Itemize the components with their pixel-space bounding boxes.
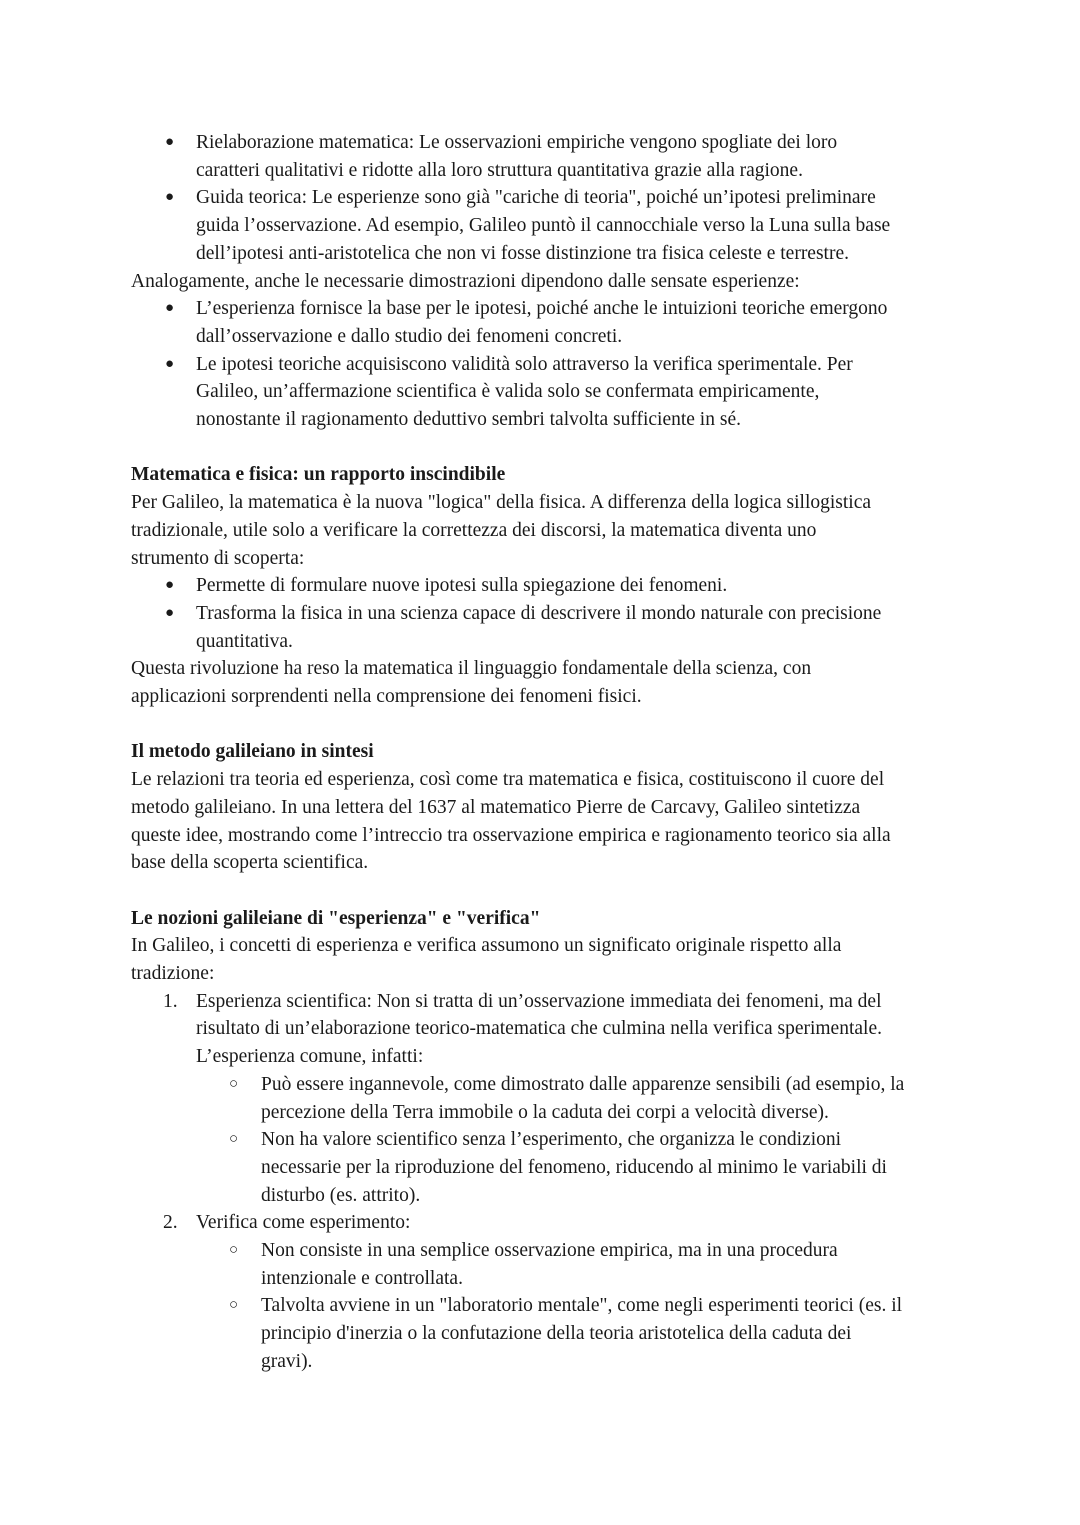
bullet-item: [131, 600, 961, 655]
text-line: Analogamente, anche le necessarie dimostrazioni dipendono dalle sensate esperienze:: [131, 270, 800, 292]
numbered-item: [131, 1209, 961, 1237]
text-line: Matematica e fisica: un rapporto inscindibile: [131, 464, 506, 486]
text-line: Può essere ingannevole, come dimostrato dalle apparenze sensibili (ad esempio, la: [261, 1073, 905, 1095]
paragraph: [131, 268, 961, 296]
text-line: Rielaborazione matematica: Le osservazioni empiriche vengono spogliate dei loro: [196, 132, 838, 153]
text-line: applicazioni sorprendenti nella comprensione dei fenomeni fisici.: [131, 686, 642, 708]
spacer: [131, 877, 961, 905]
text-line: tradizionale, utile solo a verificare la correttezza dei discorsi, la matematica diventa uno: [131, 519, 817, 541]
text-line: caratteri qualitativi e ridotte alla loro struttura quantitativa grazie alla ragione.: [196, 159, 803, 181]
text-line: necessarie per la riproduzione del fenomeno, riducendo al minimo le variabili di: [261, 1156, 887, 1178]
bullet-item: [131, 184, 961, 267]
section-heading: [131, 905, 961, 933]
bullet-icon: ○: [229, 1297, 239, 1314]
text-line: gravi).: [261, 1350, 313, 1372]
text-line: dall’osservazione e dallo studio dei fenomeni concreti.: [196, 325, 623, 347]
bullet-item: [131, 351, 961, 434]
spacer: [131, 434, 961, 462]
text-line: Guida teorica: Le esperienze sono già "cariche di teoria", poiché un’ipotesi preliminare: [196, 187, 876, 209]
text-line: guida l’osservazione. Ad esempio, Galileo puntò il cannocchiale verso la Luna sulla base: [196, 215, 891, 237]
sub-bullet-item: [131, 1126, 961, 1209]
section-heading: [131, 738, 961, 766]
bullet-icon: ○: [229, 1242, 239, 1259]
text-line: Non consiste in una semplice osservazione empirica, ma in una procedura: [261, 1240, 838, 1262]
paragraph: [131, 489, 961, 572]
document-body: [131, 129, 961, 1376]
numbered-item: [131, 988, 961, 1071]
text-line: nonostante il ragionamento deduttivo sembri talvolta sufficiente in sé.: [196, 409, 741, 431]
text-line: strumento di scoperta:: [131, 547, 305, 569]
bullet-icon: ●: [165, 355, 175, 372]
text-line: Questa rivoluzione ha reso la matematica il linguaggio fondamentale della scienza, con: [131, 658, 812, 680]
bullet-icon: ●: [165, 134, 175, 150]
text-line: Le ipotesi teoriche acquisiscono validità solo attraverso la verifica sperimentale. Per: [196, 353, 853, 375]
text-line: Permette di formulare nuove ipotesi sulla spiegazione dei fenomeni.: [196, 575, 728, 597]
text-line: L’esperienza comune, infatti:: [196, 1046, 424, 1068]
text-line: percezione della Terra immobile o la caduta dei corpi a velocità diverse).: [261, 1101, 829, 1123]
paragraph: [131, 932, 961, 987]
bullet-item: [131, 129, 961, 184]
text-line: risultato di un’elaborazione teorico-matematica che culmina nella verifica sperimentale.: [196, 1018, 882, 1040]
text-line: quantitativa.: [196, 630, 293, 652]
list-number: 2.: [163, 1212, 178, 1234]
text-line: Galileo, un’affermazione scientifica è valida solo se confermata empiricamente,: [196, 381, 820, 403]
paragraph: [131, 655, 961, 710]
sub-bullet-item: [131, 1292, 961, 1375]
text-line: In Galileo, i concetti di esperienza e verifica assumono un significato originale rispetto alla: [131, 935, 842, 957]
text-line: Per Galileo, la matematica è la nuova "logica" della fisica. A differenza della logica sillogistica: [131, 492, 872, 514]
bullet-icon: ●: [165, 300, 175, 317]
text-line: disturbo (es. attrito).: [261, 1184, 421, 1206]
spacer: [131, 711, 961, 739]
text-line: Talvolta avviene in un "laboratorio mentale", come negli esperimenti teorici (es. il: [261, 1295, 903, 1317]
bullet-icon: ○: [229, 1131, 239, 1148]
bullet-icon: ●: [165, 577, 175, 594]
text-line: metodo galileiano. In una lettera del 1637 al matematico Pierre de Carcavy, Galileo sintetizza: [131, 796, 861, 818]
text-line: tradizione:: [131, 963, 215, 985]
bullet-icon: ○: [229, 1075, 239, 1092]
text-line: Verifica come esperimento:: [196, 1212, 411, 1234]
text-line: Le relazioni tra teoria ed esperienza, così come tra matematica e fisica, costituiscono il cuore del: [131, 769, 885, 791]
bullet-icon: ●: [165, 604, 175, 621]
paragraph: [131, 766, 961, 877]
text-line: Le nozioni galileiane di "esperienza" e "verifica": [131, 907, 541, 929]
text-line: queste idee, mostrando come l’intreccio tra osservazione empirica e ragionamento teorico sia alla: [131, 824, 891, 846]
section-heading: [131, 461, 961, 489]
list-number: 1.: [163, 990, 178, 1012]
text-line: Esperienza scientifica: Non si tratta di un’osservazione immediata dei fenomeni, ma del: [196, 990, 882, 1012]
text-line: L’esperienza fornisce la base per le ipotesi, poiché anche le intuizioni teoriche emergono: [196, 298, 888, 320]
text-line: principio d'inerzia o la confutazione della teoria aristotelica della caduta dei: [261, 1323, 852, 1345]
text-line: dell’ipotesi anti-aristotelica che non vi fosse distinzione tra fisica celeste e terrestre.: [196, 242, 849, 264]
bullet-item: [131, 572, 961, 600]
bullet-icon: ●: [165, 189, 175, 206]
text-line: intenzionale e controllata.: [261, 1267, 463, 1289]
text-line: Il metodo galileiano in sintesi: [131, 741, 374, 763]
text-line: Non ha valore scientifico senza l’esperimento, che organizza le condizioni: [261, 1129, 842, 1151]
sub-bullet-item: [131, 1237, 961, 1292]
bullet-item: [131, 295, 961, 350]
text-line: Trasforma la fisica in una scienza capace di descrivere il mondo naturale con precisione: [196, 602, 882, 624]
text-line: base della scoperta scientifica.: [131, 852, 369, 874]
sub-bullet-item: [131, 1071, 961, 1126]
